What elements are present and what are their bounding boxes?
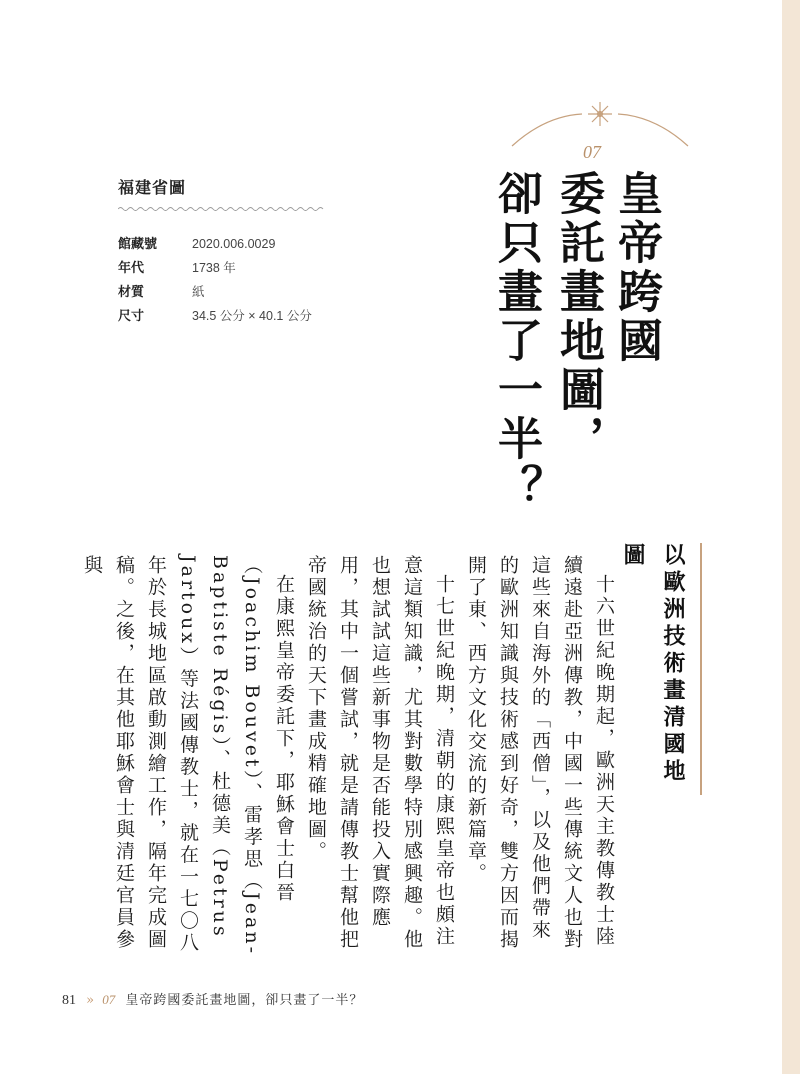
meta-value: 紙 <box>192 285 205 299</box>
paragraph-1: 十六世紀晚期起，歐洲天主教傳教士陸續遠赴亞洲傳教，中國一些傳統文人也對這些來自海外的「西僧」，以及他們帶來的歐洲知識與技術感到好奇，雙方因而揭開了東、西方文化交流的新篇章。 <box>465 555 615 951</box>
item-name: 福建省圖 <box>118 178 187 197</box>
meta-label: 材質 <box>118 285 145 300</box>
paragraph-3: 在康熙皇帝委託下，耶穌會士白晉（Joachim Bouvet）、雷孝思（Jean-Baptiste Régis）、杜德美（Petrus Jartoux）等法國傳教士，就在一七〇八年於長城地區啟動測繪工作，隔年完成圖稿。之後，在其他耶穌會士與清廷官員參與 <box>81 555 295 956</box>
wavy-divider <box>118 205 324 213</box>
meta-value: 2020.006.0029 <box>192 237 276 251</box>
meta-row-accession <box>118 232 312 256</box>
star-icon <box>588 102 612 126</box>
section-heading-box <box>620 543 702 795</box>
chevron-icon: » <box>86 993 95 1008</box>
meta-value: 34.5 公分 × 40.1 公分 <box>192 309 312 323</box>
meta-value: 1738 年 <box>192 261 236 275</box>
title-column-1: 皇帝跨國 <box>610 170 663 366</box>
meta-label: 館藏號 <box>118 237 158 252</box>
chapter-number: 07 <box>583 142 601 162</box>
meta-row-size <box>118 304 312 328</box>
page-number: 81 <box>62 993 76 1008</box>
running-title: 皇帝跨國委託畫地圖，卻只畫了一半？ <box>125 993 364 1008</box>
item-metadata <box>118 232 312 328</box>
title-column-2: 委託畫地圖， <box>552 170 605 464</box>
body-text <box>81 555 620 960</box>
title-column-3: 卻只畫了一半？ <box>490 170 543 513</box>
paragraph-2: 十七世紀晚期，清朝的康熙皇帝也頗注意這類知識，尤其對數學特別感興趣。他也想試試這些新事物是否能投入實際應用，其中一個嘗試，就是請傳教士幫他把帝國統治的天下畫成精確地圖。 <box>305 555 455 951</box>
meta-row-date <box>118 256 312 280</box>
page-edge-strip <box>782 0 800 1074</box>
meta-row-material <box>118 280 312 304</box>
section-heading: 以歐洲技術畫清國地圖 <box>620 543 685 786</box>
footer-chapter-number: 07 <box>102 992 116 1007</box>
page-footer <box>62 989 363 1009</box>
meta-label: 年代 <box>118 261 145 276</box>
meta-label: 尺寸 <box>118 309 145 324</box>
